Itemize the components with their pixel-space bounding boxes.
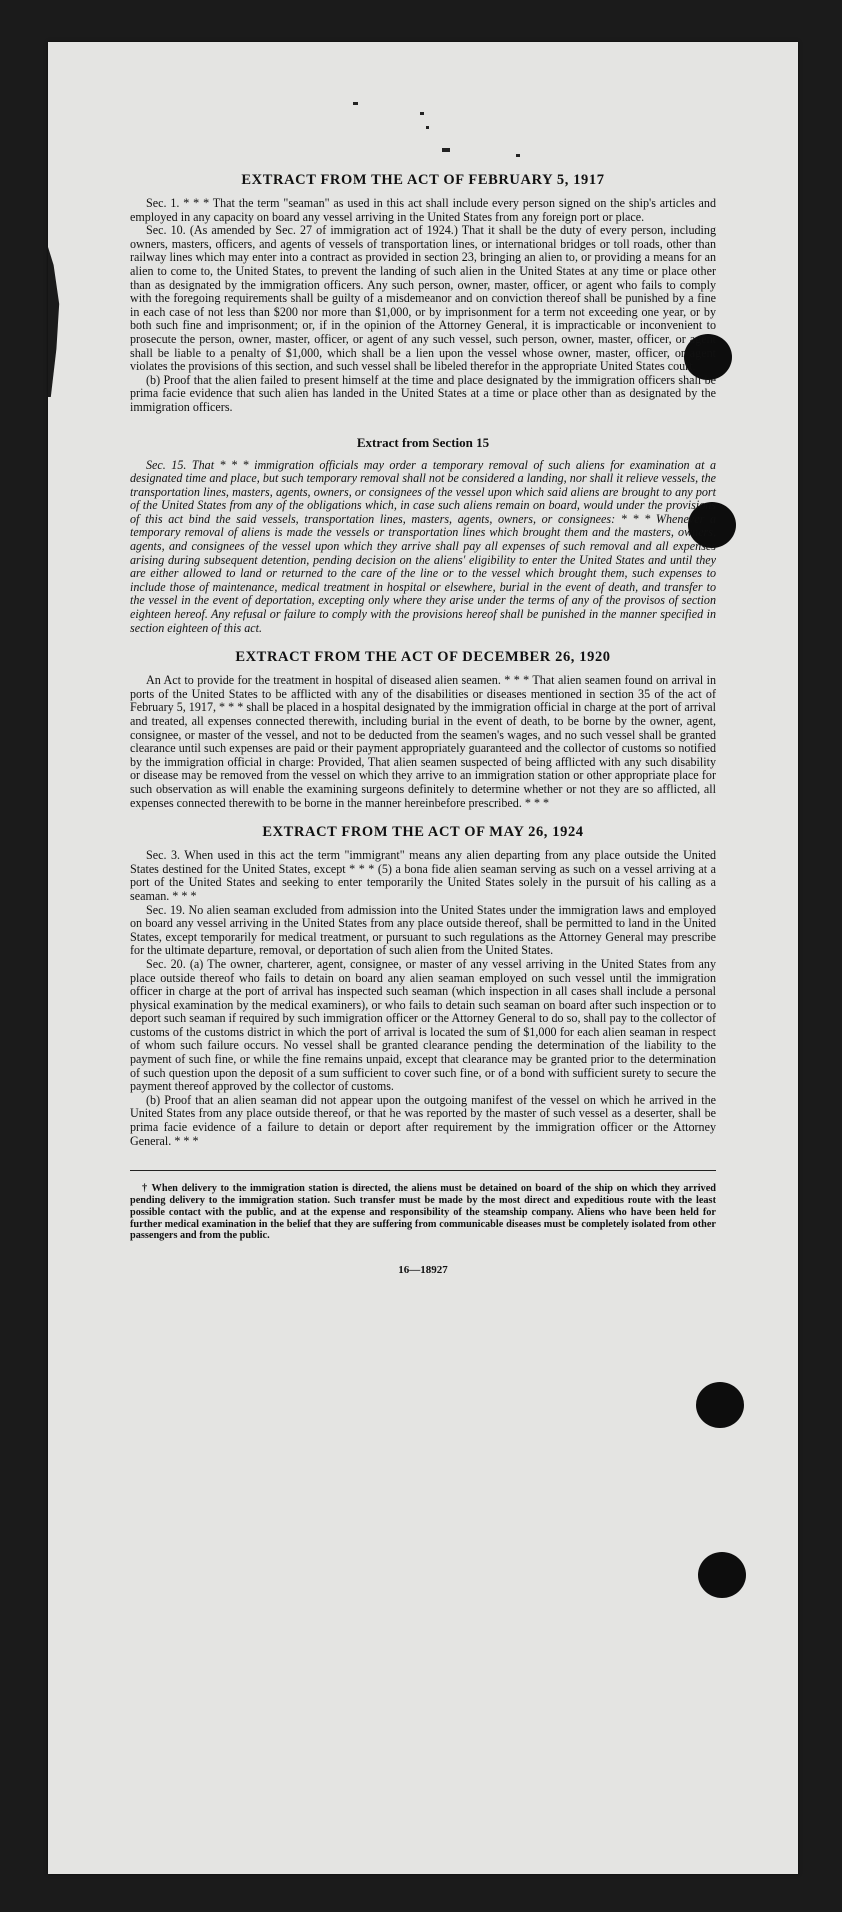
punch-hole xyxy=(698,1552,746,1598)
speck xyxy=(420,112,424,115)
paragraph-sec-19: Sec. 19. No alien seaman excluded from admission into the United States under the immigration laws and employed on board any vessel arriving in the United States from any place outside thereof, shall be permitted to land in the United States, except temporarily for medical treatment, or pursuant to such regulations as the Attorney General may prescribe for the ultimate departure, removal, or deportation of such alien from the United States. xyxy=(130,902,716,958)
section-extract-15 xyxy=(130,435,716,636)
section-act-1924 xyxy=(130,824,716,1148)
paragraph-sec-15: Sec. 15. That * * * immigration officials may order a temporary removal of such aliens for examination at a designated time and place, but such temporary removal shall not be considered a landing, nor shall it relieve vessels, the transportation lines, masters, agents, owners, or consignees of the vessel upon which said aliens are brought to any port of the United States from any of the obligations which, in case such aliens remain on board, would under the provisions of this act bind the said vessels, transportation lines, masters, agents, owners, or consignees: * * * Whenever a temporary removal of aliens is made the vessels or transportation lines which brought them and the masters, owners, agents, and consignees of the vessel upon which they arrive shall pay all expenses of such removal and all expenses arising during subsequent detention, pending decision on the aliens' eligibility to enter the United States and until they are either allowed to land or returned to the care of the line or to the vessel which brought them, such expenses to include those of maintenance, medical treatment in hospital or elsewhere, burial in the event of death, and transfer to the vessel in the event of deportation, excepting only where they arise under the terms of any of the provisos of section eighteen hereof. Any refusal or failure to comply with the provisions hereof shall be punished in the manner specified in section eighteen of this act. xyxy=(130,457,716,635)
speck xyxy=(516,154,520,157)
punch-hole xyxy=(696,1382,744,1428)
speck xyxy=(442,148,450,152)
section-heading: EXTRACT FROM THE ACT OF DECEMBER 26, 1920 xyxy=(235,649,611,666)
paragraph-sec-10b: (b) Proof that the alien failed to present himself at the time and place designated by the immigration officers shall be prima facie evidence that such alien has landed in the United States at a time or place other than as designated by the immigration officers. xyxy=(130,372,716,414)
speck xyxy=(426,126,429,129)
form-number: 16—18927 xyxy=(398,1264,448,1277)
section-heading: EXTRACT FROM THE ACT OF MAY 26, 1924 xyxy=(262,824,584,841)
section-subheading: Extract from Section 15 xyxy=(356,434,490,450)
footnote: † When delivery to the immigration station is directed, the aliens must be detained on board of the ship on which they arrived pending delivery to the immigration station. Such transfer must be made by the most direct and expeditious route with the least possible contact with the public, and at the expense and responsibility of the steamship company. Aliens who have been held for further medical examination in the belief that they are suffering from communicable diseases must be completely isolated from other passengers and from the public. xyxy=(130,1183,716,1242)
paragraph-act-1920: An Act to provide for the treatment in hospital of diseased alien seamen. * * * That alien seamen found on arrival in ports of the United States to be afflicted with any of the disabilities or diseases mentioned in section 35 of the act of February 5, 1917, * * * shall be placed in a hospital designated by the immigration official in charge at the port of arrival and treated, all expenses connected therewith, including burial in the event of death, to be borne by the owner, agent, consignee, or master of the vessel, and not to be deducted from the seamen's wages, and no such vessel shall be granted clearance until such expenses are paid or their payment appropriately guaranteed and the collector of customs so notified by the immigration official in charge: Provided, That alien seamen suspected of being afflicted with any such disability or disease may be removed from the vessel on which they arrive to an immigration station or other appropriate place for such observation as will enable the examining surgeons definitely to determine whether or not they are so afflicted, all expenses connected therewith to be borne in the manner hereinbefore prescribed. * * * xyxy=(130,673,716,810)
paragraph-sec-20a: Sec. 20. (a) The owner, charterer, agent, consignee, or master of any vessel arriving in the United States from any place outside thereof who fails to detain on board any alien seaman employed on such vessel until the immigration officer in charge at the port of arrival has inspected such seaman (which inspection in all cases shall include a personal physical examination by the medical examiners), or who fails to detain such seaman on board after such inspection or to deport such seaman if required by such immigration officer or the Attorney General to do so, shall pay to the collector of customs of the customs district in which the port of arrival is located the sum of $1,000 for each alien seaman in respect of whom such failure occurs. No vessel shall be granted clearance pending the determination of the liability to the payment of such fine, or while the fine remains unpaid, except that clearance may be granted prior to the determination of such question upon the deposit of a sum sufficient to cover such fine, or of a bond with sufficient surety to secure the payment thereof approved by the collector of customs. xyxy=(130,956,716,1094)
section-heading: EXTRACT FROM THE ACT OF FEBRUARY 5, 1917 xyxy=(241,172,605,188)
speck xyxy=(353,102,358,105)
paragraph-sec-10: Sec. 10. (As amended by Sec. 27 of immigration act of 1924.) That it shall be the duty of every person, including owners, masters, officers, and agents of vessels of transportation lines, or international bridges or toll roads, other than railway lines which may enter into a contract as provided in section 23, bringing an alien to, or providing a means for an alien to come to, the United States, to prevent the landing of such alien in the United States at any time or place other than as designated by the immigration officers. Any such person, owner, master, officer, or agent who fails to comply with the foregoing requirements shall be guilty of a misdemeanor and on conviction thereof shall be punished by a fine in each case of not less than $200 nor more than $1,000, or by imprisonment for a term not exceeding one year, or by both such fine and imprisonment; or, if in the opinion of the Attorney General, it is impracticable or inconvenient to prosecute the person, owner, master, officer, or agent of any such vessel, such person, owner, master, officer, or agent shall be liable to a penalty of $1,000, which shall be a lien upon the vessel whose owner, master, officer, or agent violates the provisions of this section, and such vessel shall be libeled therefor in the appropriate United States court. xyxy=(130,223,716,374)
paragraph-sec-1: Sec. 1. * * * That the term "seaman" as used in this act shall include every person signed on the ship's articles and employed in any capacity on board any vessel arriving in the United States from any foreign port or place. xyxy=(130,196,716,224)
torn-edge xyxy=(48,247,62,397)
document-page xyxy=(48,42,798,1874)
section-act-1920 xyxy=(130,649,716,810)
document-body xyxy=(130,172,716,1276)
section-act-1917 xyxy=(130,172,716,415)
footnote-divider xyxy=(130,1170,716,1171)
paragraph-sec-3: Sec. 3. When used in this act the term "immigrant" means any alien departing from any place outside the United States destined for the United States, except * * * (5) a bona fide alien seaman serving as such on a vessel arriving at a port of the United States and seeking to enter temporarily the United States solely in the pursuit of his calling as a seaman. * * * xyxy=(130,848,716,903)
paragraph-sec-20b: (b) Proof that an alien seaman did not appear upon the outgoing manifest of the vessel on which he arrived in the United States from any place outside thereof, or that he was reported by the master of such vessel as a deserter, shall be prima facie evidence of a failure to detain or deport after requirement by the immigration officer or the Attorney General. * * * xyxy=(130,1092,716,1148)
